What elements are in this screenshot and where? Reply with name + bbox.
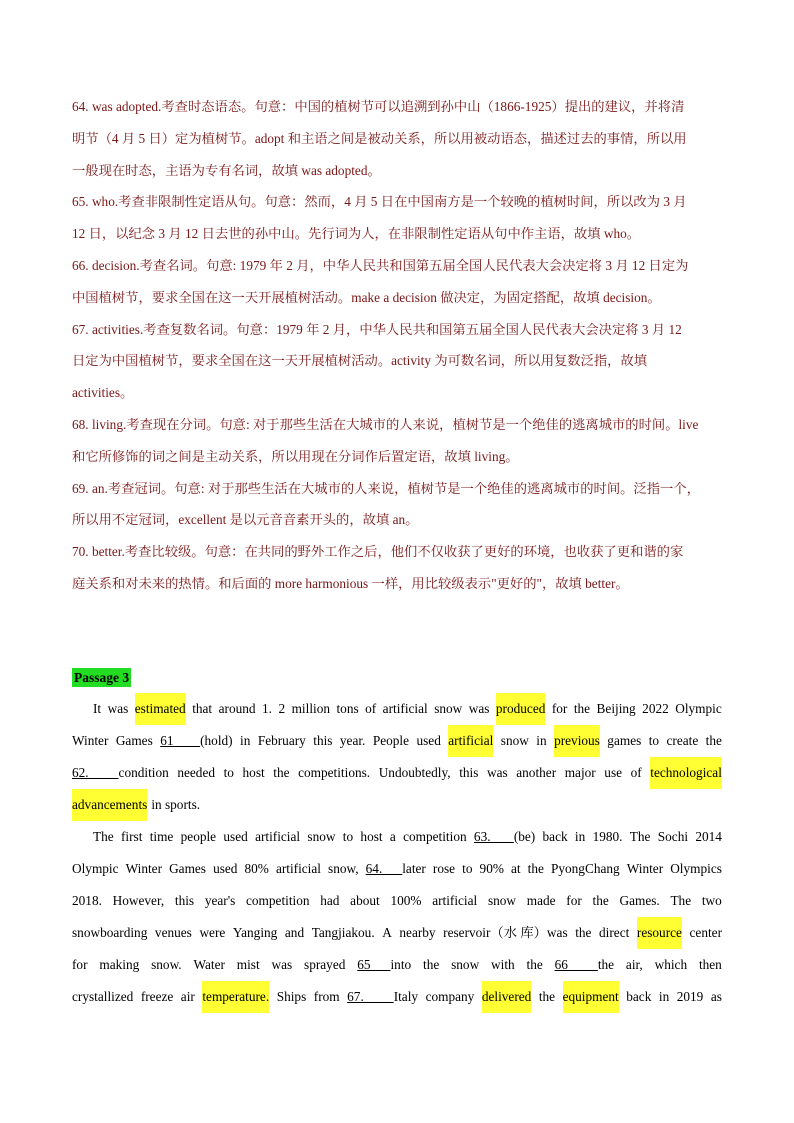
word: 2018. — [72, 893, 102, 908]
word: this — [459, 765, 479, 780]
word: the — [527, 861, 544, 876]
word: 2 — [278, 701, 286, 716]
word: for — [566, 893, 582, 908]
answer-line: 68. living.考查现在分词。句意: 对于那些生活在大城市的人来说，植树节是一个绝佳的逃离城市的时间。live — [72, 416, 699, 432]
highlighted-word: equipment — [563, 981, 619, 1013]
word: Beijing — [596, 701, 636, 716]
answer-line: 66. decision.考查名词。句意: 1979 年 2 月，中华人民共和国第五届全国人民代表大会决定将 3 月 12 日定为 — [72, 257, 689, 273]
word: was — [271, 957, 293, 972]
word: People — [372, 733, 410, 748]
word: another — [516, 765, 557, 780]
word: Winter — [626, 861, 664, 876]
word: nearby — [399, 925, 436, 940]
passage-line — [72, 885, 722, 917]
word: PyongChang — [550, 861, 620, 876]
passage-line — [72, 981, 722, 1013]
word: host — [360, 829, 383, 844]
word: 62. condition — [72, 765, 169, 780]
word: host — [242, 765, 265, 780]
word: tons — [336, 701, 359, 716]
word: sprayed — [304, 957, 346, 972]
word: 66 the — [554, 957, 615, 972]
word: competition — [403, 829, 467, 844]
answer-line: 中国植树节，要求全国在这一天开展植树活动。make a decision 做决定，为固定搭配，故填 decision。 — [72, 289, 661, 305]
word: Yanging — [232, 925, 278, 940]
word: from — [313, 989, 340, 1004]
word: It — [93, 701, 102, 716]
word: making — [99, 957, 140, 972]
word: made — [526, 893, 556, 908]
word: of — [365, 701, 377, 716]
passage-line — [72, 949, 722, 981]
word: Tangjiakou. — [311, 925, 375, 940]
word: 1980. — [592, 829, 623, 844]
word: 1. — [262, 701, 272, 716]
answer-line: 67. activities.考查复数名词。句意：1979 年 2 月，中华人民共和国第五届全国人民代表大会决定将 3 月 12 — [72, 321, 682, 337]
word: Olympics — [670, 861, 722, 876]
word: the — [538, 989, 556, 1004]
word: Sochi — [657, 829, 689, 844]
passage-line — [72, 725, 722, 757]
word: create — [666, 733, 699, 748]
word: reservoir（水 库）was — [443, 925, 568, 940]
word: games — [607, 733, 642, 748]
word: two — [701, 893, 722, 908]
word: used — [223, 829, 248, 844]
word: air — [180, 989, 195, 1004]
passage-line — [72, 853, 722, 885]
word: venues — [154, 925, 192, 940]
passage-line — [72, 917, 722, 949]
word: direct — [599, 925, 630, 940]
answer-line: 12 日，以纪念 3 月 12 日去世的孙中山。先行词为人，在非限制性定语从句中作主语，故填 who。 — [72, 226, 641, 242]
word: The — [670, 893, 692, 908]
word: snow — [451, 957, 480, 972]
answer-explanations — [72, 91, 722, 600]
highlighted-word: artificial — [448, 725, 493, 757]
answer-line: 65. who.考查非限制性定语从句。句意：然而，4 月 5 日在中国南方是一个较晚的植树时间，所以改为 3 月 — [72, 194, 687, 210]
highlighted-word: advancements — [72, 789, 147, 821]
passage-line — [72, 757, 722, 789]
word: snow. — [151, 957, 182, 972]
word: time — [149, 829, 174, 844]
word: was — [486, 765, 508, 780]
word: people — [180, 829, 217, 844]
word: about — [350, 893, 380, 908]
word: million — [291, 701, 331, 716]
word: to — [223, 765, 234, 780]
highlighted-word: delivered — [482, 981, 531, 1013]
answer-line: 明节（4 月 5 日）定为植树节。adopt 和主语之间是被动关系，所以用被动语态，描述过去的事情，所以用 — [72, 130, 687, 146]
answer-line: 日定为中国植树节，要求全国在这一天开展植树活动。activity 为可数名词，所以用复数泛指，故填 — [72, 353, 648, 369]
word: 63. (be) — [473, 829, 536, 844]
word: of — [630, 765, 642, 780]
answer-line: 64. was adopted.考查时态语态。句意：中国的植树节可以追溯到孙中山（1866-1925）提出的建议，并将清 — [72, 99, 685, 114]
word: competition — [246, 893, 310, 908]
highlighted-word: temperature. — [202, 981, 269, 1013]
word: was — [468, 701, 490, 716]
highlighted-word: technological — [650, 757, 722, 789]
word: had — [320, 893, 340, 908]
word: A — [382, 925, 392, 940]
answer-line: 70. better.考查比较级。句意：在共同的野外工作之后，他们不仅收获了更好的环境，也收获了更和谐的家 — [72, 544, 684, 560]
word: Water — [193, 957, 225, 972]
word: in — [536, 733, 547, 748]
highlighted-word: previous — [554, 725, 600, 757]
word: around — [218, 701, 256, 716]
answer-line: 一般现在时态，主语为专有名词，故填 was adopted。 — [72, 162, 381, 178]
word: 100% — [390, 893, 422, 908]
word: The — [629, 829, 651, 844]
answer-line: activities。 — [72, 385, 134, 401]
word: artificial — [275, 861, 321, 876]
word: Games. — [619, 893, 660, 908]
word: for — [72, 957, 88, 972]
passage-line — [72, 789, 722, 821]
word: Winter — [125, 861, 162, 876]
word: snow — [500, 733, 529, 748]
word: 80% — [244, 861, 269, 876]
word: freeze — [140, 989, 174, 1004]
highlighted-word: estimated — [135, 693, 186, 725]
word: center — [689, 925, 722, 940]
word: Olympic — [675, 701, 722, 716]
word: Winter — [72, 733, 109, 748]
word: this — [174, 893, 195, 908]
word: snowboarding — [72, 925, 148, 940]
answer-line: 69. an.考查冠词。句意: 对于那些生活在大城市的人来说，植树节是一个绝佳的逃离城市的时间。泛指一个， — [72, 480, 700, 496]
word: used — [213, 861, 238, 876]
word: snow — [434, 701, 463, 716]
word: rose — [432, 861, 456, 876]
word: back — [626, 989, 652, 1004]
word: year. — [339, 733, 366, 748]
word: the — [705, 733, 722, 748]
passage-line — [72, 821, 722, 853]
answer-line: 和它所修饰的词之间是主动关系，所以用现在分词作后置定语，故填 living。 — [72, 448, 519, 464]
word: and — [284, 925, 305, 940]
word: However, — [112, 893, 165, 908]
word: artificial — [382, 701, 428, 716]
word: 65 into — [357, 957, 412, 972]
word: the — [575, 925, 592, 940]
word: which — [654, 957, 688, 972]
word: in — [658, 989, 670, 1004]
word: 61 (hold) — [160, 733, 233, 748]
word: were — [199, 925, 226, 940]
word: in — [574, 829, 586, 844]
word: this — [313, 733, 333, 748]
passage-heading: Passage 3 — [74, 670, 130, 685]
line-text: in sports. — [151, 797, 201, 812]
answer-line: 所以用不定冠词，excellent 是以元音音素开头的，故填 an。 — [72, 512, 419, 528]
word: needed — [177, 765, 216, 780]
word: first — [120, 829, 143, 844]
answer-line: 庭关系和对未来的热情。和后面的 more harmonious 一样，用比较级表示"更好的"，故填 better。 — [72, 575, 629, 591]
word: to — [462, 861, 473, 876]
word: 67. Italy — [347, 989, 419, 1004]
word: Ships — [276, 989, 307, 1004]
word: Undoubtedly, — [378, 765, 451, 780]
passage-body — [72, 693, 722, 1013]
word: competitions. — [298, 765, 371, 780]
word: 2022 — [642, 701, 669, 716]
word: The — [93, 829, 114, 844]
word: to — [648, 733, 660, 748]
word: Games — [115, 733, 153, 748]
word: 64. later — [365, 861, 426, 876]
word: snow — [487, 893, 517, 908]
word: then — [698, 957, 722, 972]
word: the — [526, 957, 543, 972]
word: 90% — [479, 861, 504, 876]
word: the — [573, 701, 591, 716]
word: air, — [625, 957, 643, 972]
word: use — [604, 765, 623, 780]
word: was — [107, 701, 129, 716]
word: the — [423, 957, 440, 972]
highlighted-word: resource — [637, 917, 682, 949]
highlighted-word: produced — [496, 693, 545, 725]
word: that — [192, 701, 213, 716]
word: mist — [236, 957, 260, 972]
passage-line — [72, 693, 722, 725]
word: year's — [204, 893, 236, 908]
word: Games — [169, 861, 206, 876]
word: February — [257, 733, 306, 748]
word: for — [551, 701, 568, 716]
word: with — [491, 957, 515, 972]
word: the — [273, 765, 290, 780]
word: as — [710, 989, 722, 1004]
word: used — [416, 733, 441, 748]
word: snow, — [328, 861, 359, 876]
word: to — [342, 829, 354, 844]
word: crystallized — [72, 989, 134, 1004]
word: artificial — [432, 893, 478, 908]
word: snow — [307, 829, 336, 844]
word: in — [240, 733, 251, 748]
word: company — [425, 989, 475, 1004]
word: the — [592, 893, 609, 908]
word: major — [564, 765, 596, 780]
word: 2019 — [676, 989, 704, 1004]
word: artificial — [255, 829, 301, 844]
word: a — [389, 829, 396, 844]
word: 2014 — [695, 829, 722, 844]
word: Olympic — [72, 861, 119, 876]
word: at — [510, 861, 521, 876]
word: back — [542, 829, 568, 844]
